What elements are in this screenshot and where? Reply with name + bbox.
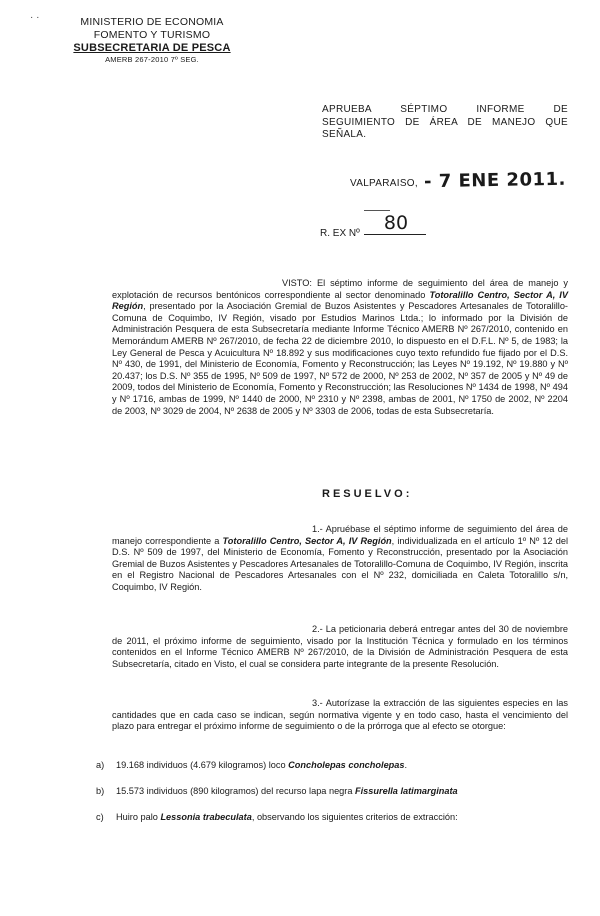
item-text: 19.168 individuos (4.679 kilogramos) loco — [116, 760, 289, 770]
resolution-item-2: 2.- La peticionaria deberá entregar antes del 30 de noviembre de 2011, el próximo informe de seguimiento, visado por la Institución Técnica y formulado en los términos contenidos en el Informe Técnico AMERB Nº 267/2010, de la División de Administración Pesquera de esta Subsecretaría, citado en Visto, el cual se considera parte integrante de la presente Resolución. — [112, 624, 568, 669]
item-text-end: , observando los siguientes criterios de extracción: — [251, 812, 458, 822]
subject-line-2: SEGUIMIENTO DE ÁREA DE MANEJO QUE — [322, 116, 568, 128]
corner-mark: · · — [30, 12, 40, 23]
rex-label: R. EX Nº — [320, 228, 360, 239]
place-label: VALPARAISO, — [350, 178, 418, 189]
rex-underline — [364, 234, 426, 235]
item-text: 15.573 individuos (890 kilogramos) del recurso lapa negra — [116, 786, 356, 796]
visto-paragraph — [112, 278, 568, 417]
visto-text-2: , presentado por la Asociación Gremial de Buzos Asistentes y Pescadores Artesanales de Totoralillo-Comuna de Coquimbo, IV Región, visado por Estudios Marinos Ltda.; lo informado por la División de Administración Pesquera de esta Subsecretaría mediante Informe Técnico AMERB Nº 267/2010, contenido en Memorándum AMERB Nº 267/2010, de fecha 22 de diciembre 2010, lo dispuesto en el D.F.L. Nº 5, de 1983; la Ley General de Pesca y Acuicultura Nº 18.892 y sus modificaciones cuyo texto refundido fue fijado por el D.S. Nº 430, de 1991, del Ministerio de Economía, Fomento y Reconstrucción; las Leyes Nº 19.192, Nº 19.880 y Nº 20.437; los D.S. Nº 355 de 1995, Nº 509 de 1997, Nº 572 de 2000, Nº 253 de 2002, Nº 357 de 2005 y Nº 49 de 2009, todos del Ministerio de Economía, Fomento y Reconstrucción; las Resoluciones Nº 1434 de 1998, Nº 494 y Nº 1716, ambas de 1999, Nº 1440 de 2000, Nº 2310 y Nº 2398, ambas de 2001, Nº 1750 de 2002, Nº 2204 de 2003, Nº 3029 de 2004, Nº 2638 de 2005 y Nº 3303 de 2006, todas de esta Subsecretaría. — [112, 301, 568, 416]
visto-text-1: El séptimo informe de seguimiento del área de manejo y explotación de recursos bentónicos correspondiente al sector denominado — [112, 278, 568, 300]
subject-line-1: APRUEBA SÉPTIMO INFORME DE — [322, 104, 568, 115]
resolution-item-1 — [112, 524, 568, 594]
rex-mark — [364, 210, 390, 211]
species-item-c — [96, 812, 566, 824]
item-text-end: . — [404, 760, 408, 770]
r1-sector: Totoralillo Centro, Sector A, IV Región — [222, 535, 392, 546]
item-text: Huiro palo — [116, 812, 161, 822]
ministry-name-2: FOMENTO Y TURISMO — [93, 29, 211, 41]
species-name: Concholepas concholepas — [288, 760, 405, 770]
resolution-item-3: 3.- Autorízase la extracción de las siguientes especies en las cantidades que en cada caso se indican, según normativa vigente y en todo caso, hasta el vencimiento del plazo para entregar el próximo informe de seguimiento o de la prórroga que al efecto se otorgue: — [112, 698, 568, 732]
item-label: a) — [96, 760, 105, 770]
species-name: Lessonia trabeculata — [160, 812, 252, 822]
rex-number: 80 — [383, 212, 409, 234]
resuelvo-heading: RESUELVO: — [322, 488, 413, 500]
subject-line-3: SEÑALA. — [322, 129, 367, 140]
species-name: Fissurella latimarginata — [355, 786, 458, 796]
ministry-name: MINISTERIO DE ECONOMIA — [80, 16, 224, 28]
letterhead — [52, 16, 252, 65]
visto-lead: VISTO: — [282, 278, 312, 288]
handwritten-date: - 7 ENE 2011. — [423, 168, 567, 193]
item-label: c) — [96, 812, 104, 822]
species-item-a — [96, 760, 566, 772]
subject-block — [322, 104, 568, 142]
file-reference: AMERB 267-2010 7º SEG. — [105, 55, 199, 64]
r1-text-2: , individualizada en el artículo 1º Nº 12 del D.S. Nº 509 de 1997, del Ministerio de Economía, Fomento y Reconstrucción, presentado por la Asociación Gremial de Buzos Asistentes y Pescadores Artesanales de Totoralillo-Comuna de Coquimbo, IV Región, inscrita en el Registro Nacional de Pescadores Artesanales con el Nº 232, domiciliada en Caleta Totoralillo s/n, Coquimbo, IV Región. — [112, 535, 568, 592]
visto-sector: Totoralillo Centro, Sector A, IV Región — [112, 289, 568, 312]
species-item-b — [96, 786, 566, 798]
subsecretaria-name: SUBSECRETARIA DE PESCA — [73, 42, 231, 54]
item-label: b) — [96, 786, 105, 796]
r1-text-1: 1.- Apruébase el séptimo informe de seguimiento del área de manejo correspondiente a — [112, 524, 568, 546]
